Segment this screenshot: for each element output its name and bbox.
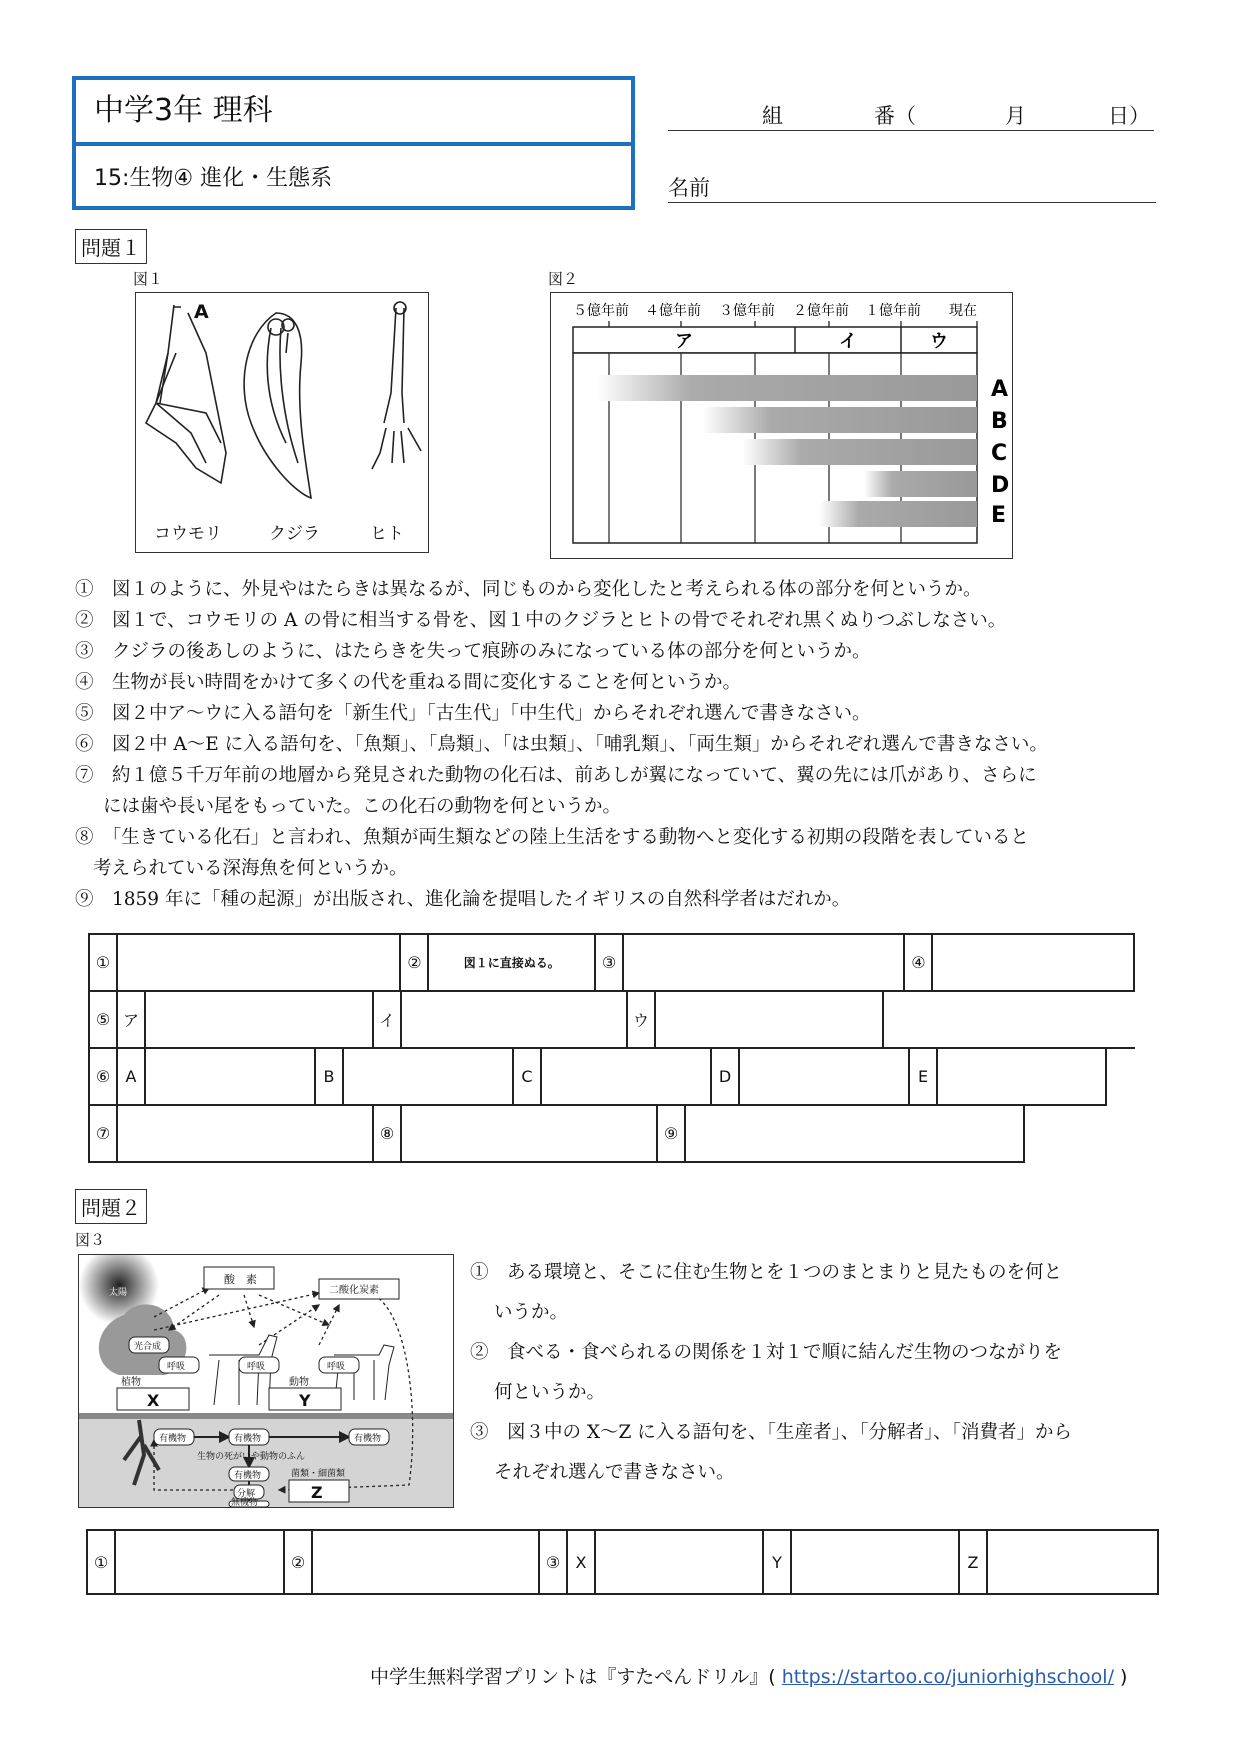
answer-field-7[interactable]: [118, 1106, 374, 1161]
answer-number: ③: [540, 1531, 568, 1593]
time-tick-label: 現在: [949, 303, 977, 319]
sun-label: 太陽: [109, 1288, 128, 1298]
month-label: 月: [1005, 104, 1026, 128]
plant-label: 植物: [121, 1377, 141, 1388]
answer-number: ⑧: [374, 1106, 402, 1161]
answer-field-q2-x[interactable]: [596, 1531, 764, 1593]
lineage-label: E: [991, 503, 1007, 528]
era-header: [573, 327, 977, 353]
answer-number: ④: [905, 935, 933, 990]
lineage-bar: [702, 407, 977, 433]
answer-sublabel: ウ: [628, 992, 656, 1047]
page-title: 中学3年 理科: [76, 80, 631, 146]
answer-field-1[interactable]: [118, 935, 401, 990]
answer-sublabel: Y: [764, 1531, 792, 1593]
answer-row-3: [88, 1047, 1107, 1106]
answer-field-6c[interactable]: [542, 1049, 712, 1104]
fig3-caption: 図３: [75, 1231, 106, 1249]
answer-number: ⑦: [90, 1106, 118, 1161]
era-label: ウ: [930, 331, 948, 352]
q1-question-list: [75, 574, 1048, 915]
question-item: ⑥ 図２中 A～E に入る語句を、「魚類」、「鳥類」、「は虫類」、「哺乳類」、「両生類」からそれぞれ選んで書きなさい。: [75, 734, 1048, 755]
answer-sublabel: E: [910, 1049, 938, 1104]
answer-field-3[interactable]: [624, 935, 905, 990]
answer-field-6a[interactable]: [146, 1049, 316, 1104]
lineage-bar: [819, 501, 977, 527]
inorganic-label: 無機物: [231, 1498, 259, 1508]
question-item: ⑧ 「生きている化石」と言われ、魚類が両生類などの陸上生活をする動物へと変化する初期の段階を表していると: [75, 827, 1029, 848]
fig1-caption: 図１: [133, 270, 164, 288]
class-label: 組: [762, 104, 783, 128]
answer-row-q2: [86, 1529, 1159, 1595]
answer-number: ⑤: [90, 992, 118, 1047]
answer-sublabel: ア: [118, 992, 146, 1047]
question-item: ① 図１のように、外見やはたらきは異なるが、同じものから変化したと考えられる体の部分を何というか。: [75, 579, 982, 600]
answer-field-q2-2[interactable]: [313, 1531, 540, 1593]
lineage-bar: [743, 439, 977, 465]
question-item: ② 食べる・食べられるの関係を１対１で順に結んだ生物のつながりを: [470, 1342, 1063, 1363]
question-item: ② 図１で、コウモリの A の骨に相当する骨を、図１中のクジラとヒトの骨でそれぞれ黒くぬりつぶしなさい。: [75, 610, 1007, 631]
organic-label: 有機物: [354, 1434, 382, 1444]
title-box: [72, 76, 635, 210]
answer-number: ⑥: [90, 1049, 118, 1104]
answer-sublabel: A: [118, 1049, 146, 1104]
answer-field-6d[interactable]: [740, 1049, 910, 1104]
time-tick-label: ３億年前: [719, 303, 775, 319]
number-label: 番（: [874, 104, 916, 128]
answer-field-2-note: 図１に直接ぬる。: [429, 935, 596, 990]
footer-text: 中学生無料学習プリントは『すたぺんドリル』(: [370, 1666, 776, 1688]
day-label: 日）: [1108, 104, 1150, 128]
question-item: ⑤ 図２中ア～ウに入る語句を「新生代」「古生代」「中生代」からそれぞれ選んで書きなさい。: [75, 703, 871, 724]
footer: [370, 1662, 1127, 1689]
time-tick-label: ４億年前: [645, 303, 701, 319]
limb-bones-illustration: [136, 293, 428, 552]
answer-field-4[interactable]: [933, 935, 1133, 990]
era-label: ア: [675, 331, 693, 352]
class-number-date-line: [668, 100, 1154, 131]
answer-field-9[interactable]: [686, 1106, 1023, 1161]
animal-label: ヒト: [370, 524, 404, 544]
lineage-label: D: [991, 473, 1010, 498]
answer-field-q2-y[interactable]: [792, 1531, 960, 1593]
co2-label: 二酸化炭素: [329, 1285, 379, 1296]
question-item: いうか。: [494, 1302, 569, 1323]
answer-field-5a[interactable]: [146, 992, 374, 1047]
era-label: イ: [839, 331, 857, 352]
time-tick-label: １億年前: [865, 303, 921, 319]
answer-row-1: [88, 933, 1135, 992]
problem1-label: 問題１: [75, 229, 147, 264]
answer-sublabel: D: [712, 1049, 740, 1104]
fungi-label: 菌類・細菌類: [291, 1469, 346, 1479]
answer-field-q2-1[interactable]: [116, 1531, 285, 1593]
organic-label: 有機物: [234, 1434, 262, 1444]
name-label: 名前: [668, 176, 710, 200]
footer-close: ): [1120, 1666, 1128, 1688]
question-item: それぞれ選んで書きなさい。: [494, 1462, 735, 1483]
answer-field-5u[interactable]: [656, 992, 884, 1047]
animal-label: コウモリ: [154, 524, 222, 544]
q2-question-list: [470, 1253, 1072, 1493]
lineage-label: A: [991, 377, 1009, 402]
time-tick-label: ２億年前: [793, 303, 849, 319]
blank-x-label: X: [147, 1391, 160, 1410]
answer-field-8[interactable]: [402, 1106, 658, 1161]
answer-number: ③: [596, 935, 624, 990]
question-item: ⑨ 1859 年に「種の起源」が出版され、進化論を提唱したイギリスの自然科学者はだれか。: [75, 889, 851, 910]
respiration-label: 呼吸: [327, 1362, 346, 1372]
blank-y-label: Y: [299, 1391, 311, 1410]
answer-sublabel: X: [568, 1531, 596, 1593]
answer-field-5i[interactable]: [402, 992, 628, 1047]
animal-label: 動物: [289, 1377, 309, 1388]
animal-label: クジラ: [269, 524, 320, 544]
organic-label: 有機物: [159, 1434, 187, 1444]
answer-number: ②: [401, 935, 429, 990]
question-item: ⑦ 約１億５千万年前の地層から発見された動物の化石は、前あしが翼になっていて、翼の先には爪があり、さらに: [75, 765, 1037, 786]
answer-number: ②: [285, 1531, 313, 1593]
answer-field-6e[interactable]: [938, 1049, 1105, 1104]
answer-row-4: [88, 1104, 1025, 1163]
respiration-label: 呼吸: [167, 1362, 186, 1372]
answer-sublabel: B: [316, 1049, 344, 1104]
figure3: [78, 1254, 454, 1508]
page-subtitle: 15:生物④ 進化・生態系: [94, 166, 333, 191]
problem2-label: 問題２: [75, 1189, 147, 1224]
question-item: ③ クジラの後あしのように、はたらきを失って痕跡のみになっている体の部分を何というか。: [75, 641, 871, 662]
answer-number: ①: [88, 1531, 116, 1593]
question-item: 考えられている深海魚を何というか。: [93, 858, 408, 879]
figure2: [550, 292, 1013, 559]
answer-sublabel: C: [514, 1049, 542, 1104]
lineage-bar: [597, 375, 977, 401]
question-item: ④ 生物が長い時間をかけて多くの代を重ねる間に変化することを何というか。: [75, 672, 742, 693]
oxygen-label: 酸 素: [224, 1273, 257, 1286]
name-line: [668, 170, 1156, 203]
answer-field-q2-z[interactable]: [988, 1531, 1135, 1593]
respiration-label: 呼吸: [247, 1362, 266, 1372]
question-item: ① ある環境と、そこに住む生物とを１つのまとまりと見たものを何と: [470, 1262, 1063, 1283]
answer-number: ①: [90, 935, 118, 990]
answer-field-6b[interactable]: [344, 1049, 514, 1104]
dead-matter-label: 生物の死がいや動物のふん: [197, 1452, 306, 1462]
decompose-label: 分解: [237, 1489, 256, 1499]
answer-sublabel: イ: [374, 992, 402, 1047]
answer-row-2: [88, 990, 1135, 1049]
blank-z-label: Z: [311, 1483, 323, 1502]
question-item: ③ 図３中の X～Z に入る語句を、「生産者」、「分解者」、「消費者」から: [470, 1422, 1073, 1443]
answer-number: ⑨: [658, 1106, 686, 1161]
time-tick-label: ５億年前: [573, 303, 629, 319]
fig2-caption: 図２: [548, 270, 579, 288]
question-item: 何というか。: [494, 1382, 606, 1403]
geologic-timeline: [551, 293, 1012, 558]
ecosystem-cycle-illustration: [79, 1255, 453, 1507]
photosynthesis-label: 光合成: [134, 1342, 162, 1352]
organic-label: 有機物: [234, 1471, 262, 1481]
footer-link[interactable]: https://startoo.co/juniorhighschool/: [781, 1666, 1114, 1688]
figure1: [135, 292, 429, 553]
answer-sublabel: Z: [960, 1531, 988, 1593]
lineage-label: B: [991, 409, 1008, 434]
fig1-point-label: A: [194, 301, 209, 323]
lineage-label: C: [991, 441, 1008, 466]
lineage-bar: [864, 471, 977, 497]
question-item: には歯や長い尾をもっていた。この化石の動物を何というか。: [103, 796, 622, 817]
